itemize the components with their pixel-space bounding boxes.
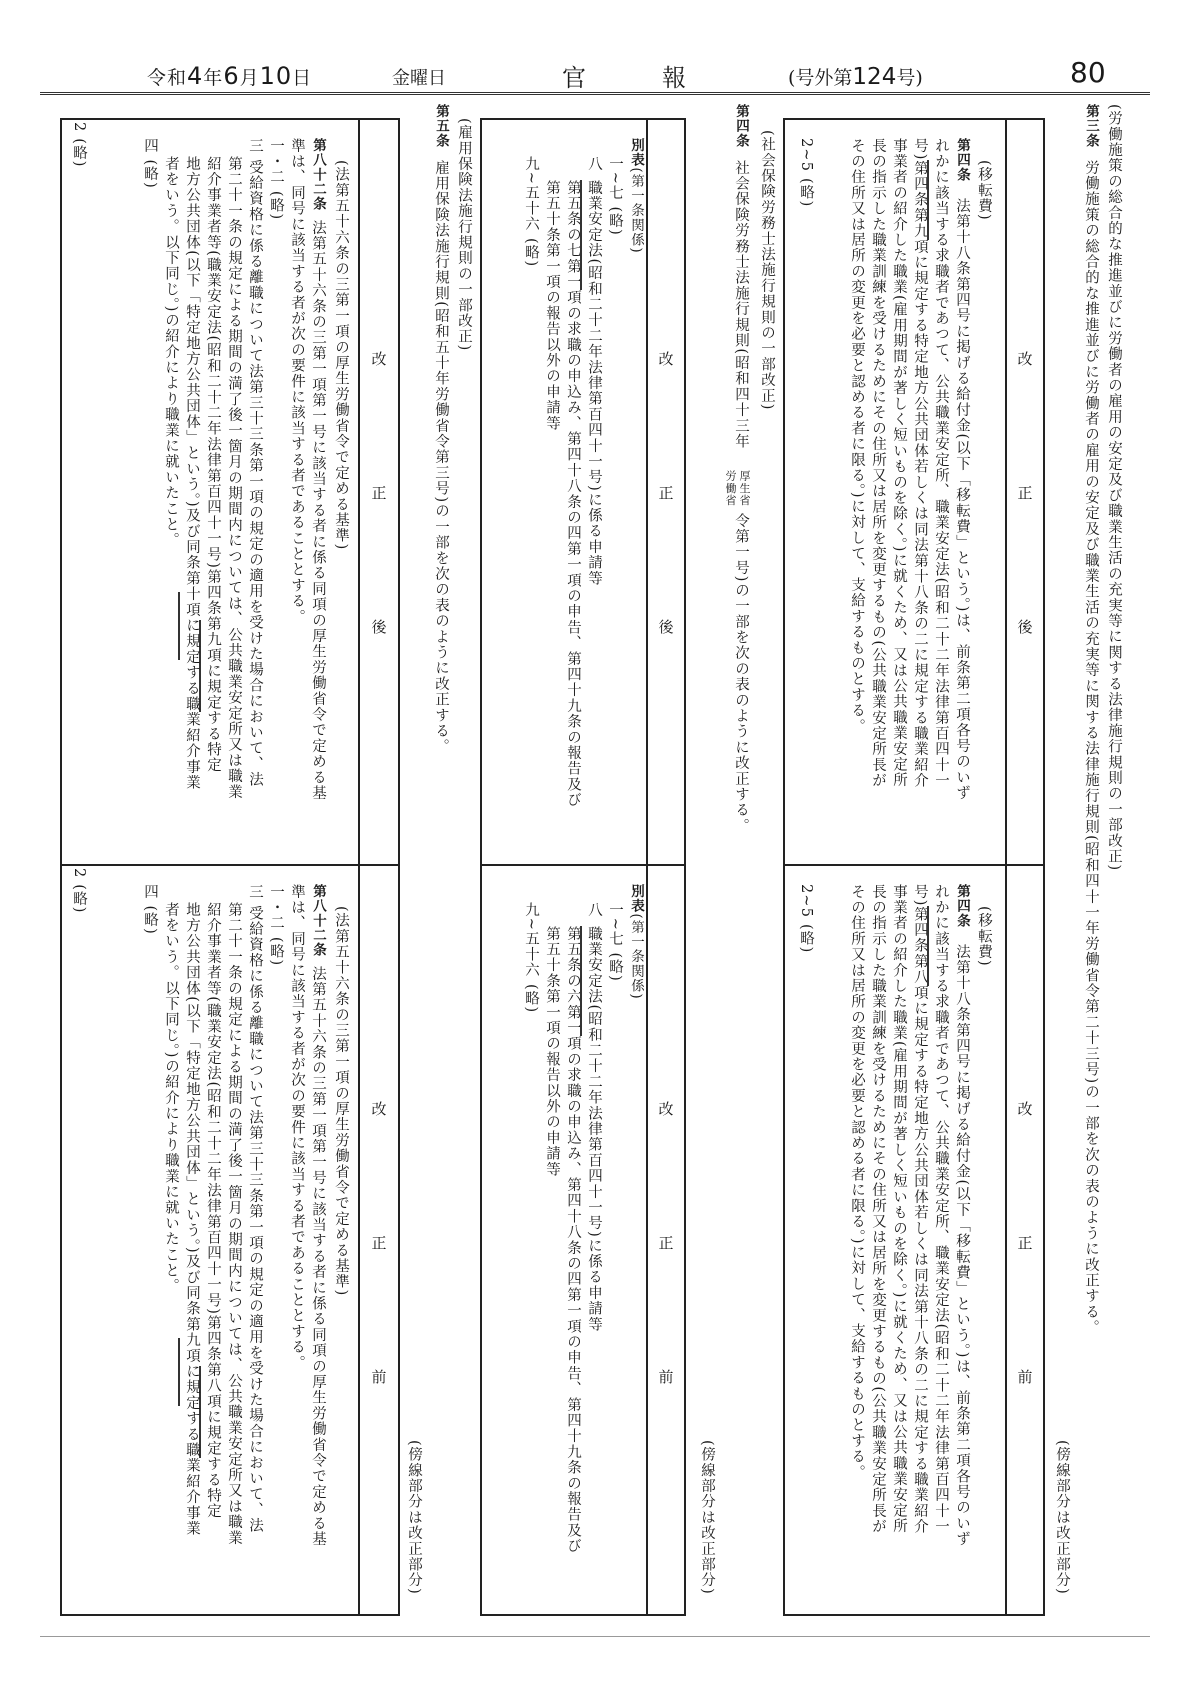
caption: (移転費) <box>976 160 992 221</box>
article4-text-a: 社会保険労務士法施行規則(昭和四十三年 <box>733 160 749 450</box>
article3-table-before: 改 正 前 (移転費) 第四条 法第十八条第四号に掲げる給付金(以下「移転費」という。)は、前条第二項各号のいず れかに該当する求職者であつて、公共職業安定所、職業安定法(昭和二十二年法律第百四十一 号)第四条第八項に規定する特定地方公共団体若しくは同法第十八条の二に規定する職業紹介 事業者の紹介した職業(雇用期間が著しく短いものを除く。)に就くため、又は公共職業安定所 長の指示した職業訓練を受けるためにその住所又は居所を変更するもの(公共職業安定所長が その住所又は居所の変更を必要と認める者に限る。)に対して、支給するものとする。 2~5 (略) <box>783 864 1045 1616</box>
article5-caption: (雇用保険法施行規則の一部改正) <box>456 118 472 352</box>
article4-table-before: 改 正 前 別表(第一条関係) 一~七 (略) 八 職業安定法(昭和二十二年法律第百四十一号)に係る申請等 第五条の六第一項の求職の申込み、第四十八条の四第一項の申告、第四十九条の報告及び 第五十条第一項の報告以外の申請等 九~五十六 (略) <box>480 864 686 1616</box>
article3-table-after: 改 正 後 (移転費) 第四条 法第十八条第四号に掲げる給付金(以下「移転費」という。)は、前条第二項各号のいず れかに該当する求職者であつて、公共職業安定所、職業安定法(昭和二十二年法律第百四十一 号)第四条第九項に規定する特定地方公共団体若しくは同法第十八条の二に規定する職業紹介 事業者の紹介した職業(雇用期間が著しく短いものを除く。)に就くため、又は公共職業安定所 長の指示した職業訓練を受けるためにその住所又は居所を変更するもの(公共職業安定所長が その住所又は居所の変更を必要と認める者に限る。)に対して、支給するものとする。 2~5 (略) <box>783 118 1045 866</box>
label-before: 改 正 前 <box>1005 866 1043 1614</box>
label-after: 改 正 後 <box>358 120 398 864</box>
article3-text: 労働施策の総合的な推進並びに労働者の雇用の安定及び職業生活の充実等に関する法律施行規則(昭和四十一年労働省令第二十三号)の一部を次の表のように改正する。 <box>1083 160 1099 1336</box>
amendment-sideline <box>927 160 929 240</box>
article4-caption: (社会保険労務士法施行規則の一部改正) <box>759 130 775 411</box>
amendment-sideline <box>580 180 582 290</box>
gazette-title-2: 報 <box>662 64 686 92</box>
article4-heading: 第四条 <box>733 104 749 149</box>
label-before: 改 正 前 <box>358 866 398 1614</box>
label-after: 改 正 後 <box>1005 120 1043 864</box>
amendment-sideline <box>580 926 582 1036</box>
amendment-sideline <box>178 1338 180 1406</box>
article3-heading: 第三条 <box>1083 104 1099 149</box>
article5-table-before: 改 正 前 (法第五十六条の三第一項の厚生労働省令で定める基準) 第八十二条 法第五十六条の三第一項第一号に該当する者に係る同項の厚生労働省令で定める基 準は、同号に該当する者が次の要件に該当する者であることとする。 一・二 (略) 三 受給資格に係る離職について法第三十三条第一項の規定の適用を受けた場合において、法 第二十一条の規定による期間の満了後一箇月の期間内については、公共職業安定所又は職業 紹介事業者等(職業安定法(昭和二十二年法律第百四十一号)第四条第八項に規定する特定 地方公共団体(以下「特定地方公共団体」という。)及び同条第九項に規定する職業紹介事業 者をいう。以下同じ。)の紹介により職業に就いたこと。 四 (略) 2 (略) <box>60 864 400 1616</box>
caption: (法第五十六条の三第一項の厚生労働省令で定める基準) <box>333 160 349 551</box>
label-after: 改 正 後 <box>646 120 684 864</box>
weekday: 金曜日 <box>392 68 446 89</box>
footer-rule <box>40 1636 1150 1637</box>
page-number: 80 <box>1070 56 1106 89</box>
schedule-title: 別表(第一条関係) <box>628 138 644 254</box>
item-omitted: 2~5 (略) <box>798 138 814 208</box>
amendment-sideline <box>927 906 929 986</box>
paragraph-2: 2 (略) <box>71 122 87 168</box>
article-heading: 第八十二条 <box>310 138 326 212</box>
article4-text-b: 令第一号)の一部を次の表のように改正する。 <box>733 513 749 834</box>
gazette-title-1: 官 <box>562 64 586 92</box>
item-omitted: 2~5 (略) <box>798 884 814 954</box>
caption: (法第五十六条の三第一項の厚生労働省令で定める基準) <box>333 906 349 1297</box>
amendment-sideline <box>178 592 180 660</box>
article-heading: 第八十二条 <box>310 884 326 958</box>
publication-date: 令和4年6月10日 <box>147 62 313 90</box>
article4-note: (傍線部分は改正部分) <box>699 1440 715 1596</box>
header-rule <box>40 92 1150 95</box>
article-heading: 第四条 <box>954 884 970 929</box>
article4-table-after: 改 正 後 別表(第一条関係) 一~七 (略) 八 職業安定法(昭和二十二年法律第百四十一号)に係る申請等 第五条の七第一項の求職の申込み、第四十八条の四第一項の申告、第四十九条の報告及び 第五十条第一項の報告以外の申請等 九~五十六 (略) <box>480 118 686 866</box>
article5-table-after: 改 正 後 (法第五十六条の三第一項の厚生労働省令で定める基準) 第八十二条 法第五十六条の三第一項第一号に該当する者に係る同項の厚生労働省令で定める基 準は、同号に該当する者が次の要件に該当する者であることとする。 一・二 (略) 三 受給資格に係る離職について法第三十三条第一項の規定の適用を受けた場合において、法 第二十一条の規定による期間の満了後一箇月の期間内については、公共職業安定所又は職業 紹介事業者等(職業安定法(昭和二十二年法律第百四十一号)第四条第九項に規定する特定 地方公共団体(以下「特定地方公共団体」という。)及び同条第十項に規定する職業紹介事業 者をいう。以下同じ。)の紹介により職業に就いたこと。 四 (略) 2 (略) <box>60 118 400 866</box>
article3-note: (傍線部分は改正部分) <box>1054 1440 1070 1596</box>
label-before: 改 正 前 <box>646 866 684 1614</box>
article5-note: (傍線部分は改正部分) <box>406 1440 422 1596</box>
page-header <box>40 50 1140 96</box>
article5-heading: 第五条 <box>433 104 449 149</box>
ministry-stack: 厚生省 労働省 <box>724 470 751 507</box>
article3-caption: (労働施策の総合的な推進並びに労働者の雇用の安定及び職業生活の充実等に関する法律施行規則の一部改正) <box>1106 104 1122 872</box>
issue-number: (号外第124号) <box>788 64 923 90</box>
caption: (移転費) <box>976 906 992 967</box>
paragraph-2: 2 (略) <box>71 868 87 914</box>
article-heading: 第四条 <box>954 138 970 183</box>
article5-text: 雇用保険法施行規則(昭和五十年労働省令第三号)の一部を次の表のように改正する。 <box>433 160 449 755</box>
schedule-title: 別表(第一条関係) <box>628 884 644 1000</box>
